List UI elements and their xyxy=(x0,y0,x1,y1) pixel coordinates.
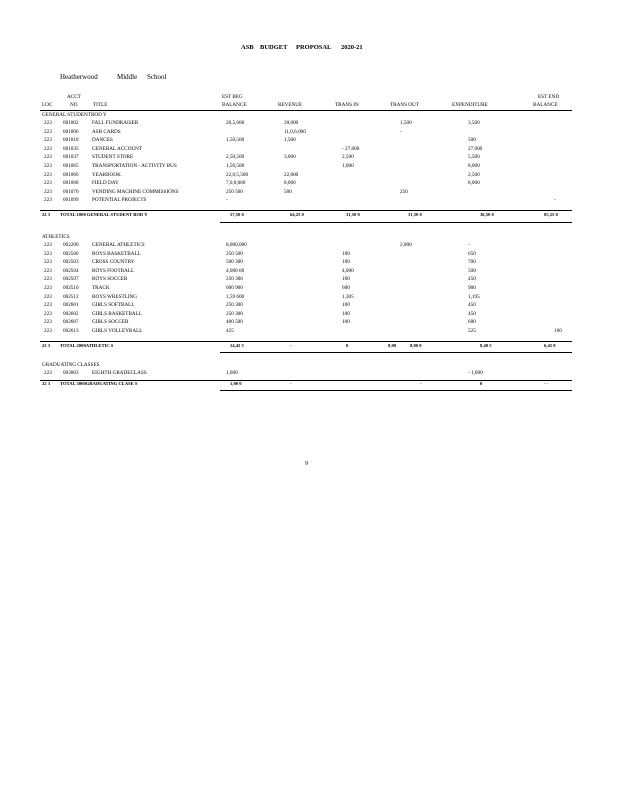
cell-title: POTENTIAL PROJECTS xyxy=(92,197,147,204)
cell-est-beg-balance: 2,50,500 xyxy=(226,154,245,161)
total-est-end-balance: 6,45 0 xyxy=(544,343,556,348)
cell-title: BOYS WRESTLING xyxy=(92,293,138,300)
cell-est-beg-balance: 400 500 xyxy=(226,319,243,326)
cell-acct-no: 002613 xyxy=(63,328,79,334)
cell-loc: 223 xyxy=(44,259,52,266)
total-trans-in: 31,50 0 xyxy=(346,212,360,217)
cell-title: DANCES xyxy=(92,137,113,144)
cell-revenue: 3,000 xyxy=(284,154,296,161)
cell-expenditure: 8,000 xyxy=(468,180,480,187)
cell-est-beg-balance: 250 500 xyxy=(226,188,243,195)
cell-est-beg-balance: 20,5,000 xyxy=(226,120,245,126)
cell-est-beg-balance: 500 300 xyxy=(226,259,243,266)
total-trans-out-2: 8,00 0 xyxy=(410,343,422,348)
cell-acct-no: 001066 xyxy=(63,171,79,178)
header-est-end: EST END xyxy=(538,94,560,100)
cell-acct-no: 001065 xyxy=(63,163,79,169)
cell-trans-out: 1,500 xyxy=(400,120,412,126)
cell-trans-in: 100 xyxy=(342,250,350,257)
cell-expenditure: 500 xyxy=(468,137,476,144)
cell-revenue: 8,000 xyxy=(284,180,296,187)
total-revenue: 64,25 0 xyxy=(290,212,304,217)
total-label: TOTAL 3000GRADUATING CLASE S xyxy=(60,381,138,386)
cell-revenue: 20,000 xyxy=(284,120,299,126)
cell-trans-in: 100 xyxy=(342,259,350,266)
total-trans-in: 0 xyxy=(346,343,349,348)
total-est-beg-balance: 57,50 0 xyxy=(230,212,244,217)
cell-title: YEARBOOK xyxy=(92,171,121,178)
title-asb: ASB xyxy=(241,44,254,51)
header-loc: LOC xyxy=(42,102,53,108)
cell-title: VENDING MACHINE COMMISSIONS xyxy=(92,188,179,195)
total-trans-out: 8,00 xyxy=(388,343,397,348)
section-athletics-title: ATHLETICS xyxy=(42,234,70,240)
cell-loc: 223 xyxy=(44,188,52,195)
cell-acct-no: 001018 xyxy=(63,137,79,144)
athletics-total-top-rule xyxy=(40,341,572,342)
cell-acct-no: 001037 xyxy=(63,154,79,161)
cell-expenditure: 700 xyxy=(468,259,476,266)
total-revenue: - xyxy=(290,343,292,348)
cell-est-beg-balance: 4,000 00 xyxy=(226,267,245,274)
cell-acct-no: 002512 xyxy=(63,293,79,300)
cell-title: CROSS COUNTRY xyxy=(92,259,135,266)
cell-title: GENERAL ATHLETICS xyxy=(92,242,145,248)
cell-expenditure: - 1,000 xyxy=(468,370,483,376)
cell-acct-no: 003003 xyxy=(63,370,79,376)
cell-expenditure: 1,195 xyxy=(468,293,480,300)
cell-expenditure: 650 xyxy=(468,250,476,257)
cell-loc: 223 xyxy=(44,250,52,257)
cell-loc: 223 xyxy=(44,197,52,204)
cell-trans-in: 4,000 xyxy=(342,267,354,274)
cell-expenditure: 27,000 xyxy=(468,145,483,152)
cell-acct-no: 001006 xyxy=(63,128,79,135)
cell-loc: 223 xyxy=(44,128,52,135)
cell-expenditure: 450 xyxy=(468,276,476,283)
cell-trans-in: 600 xyxy=(342,285,350,291)
cell-est-beg-balance: 1,50,500 xyxy=(226,137,245,144)
cell-est-beg-balance: 250 300 xyxy=(226,302,243,309)
cell-expenditure: 5,500 xyxy=(468,154,480,161)
cell-expenditure: 500 xyxy=(468,267,476,274)
header-title: TITLE xyxy=(93,102,108,108)
cell-est-end-balance: - xyxy=(554,197,556,204)
cell-est-beg-balance: 250 500 xyxy=(226,250,243,257)
cell-expenditure: 2,500 xyxy=(468,171,480,178)
cell-acct-no: 002504 xyxy=(63,267,79,274)
cell-trans-in: 1,305 xyxy=(342,293,354,300)
total-est-end-balance: - - xyxy=(544,381,549,386)
cell-trans-out: 250 xyxy=(400,188,408,195)
cell-loc: 223 xyxy=(44,137,52,144)
cell-expenditure: - xyxy=(468,242,470,248)
total-est-beg-balance: 14,42 5 xyxy=(230,343,244,348)
total-est-beg-balance: 1,00 0 xyxy=(230,381,242,386)
cell-acct-no: 002601 xyxy=(63,302,79,309)
total-expenditure: 36,50 0 xyxy=(480,212,494,217)
cell-est-beg-balance: - xyxy=(226,197,228,204)
school-word-3: School xyxy=(147,73,167,81)
cell-trans-in: 100 xyxy=(342,319,350,326)
cell-expenditure: 450 xyxy=(468,310,476,317)
total-trans-out: 31,50 0 xyxy=(408,212,422,217)
total-expenditure: 8,40 5 xyxy=(480,343,492,348)
cell-revenue: 22,000 xyxy=(284,171,299,178)
cell-title: GIRLS BASKETBALL xyxy=(92,310,143,317)
cell-title: BOYS SOCCER xyxy=(92,276,128,283)
total-expenditure: 0 xyxy=(480,381,483,386)
cell-expenditure: 900 xyxy=(468,285,476,291)
cell-acct-no: 002500 xyxy=(63,250,79,257)
cell-trans-out: 2,000 xyxy=(400,242,412,248)
cell-trans-in: - 27,000 xyxy=(342,145,360,152)
cell-trans-out: - xyxy=(400,128,402,135)
cell-loc: 223 xyxy=(44,328,52,334)
cell-title: TRACK xyxy=(92,285,110,291)
cell-revenue: 11,0,6,000 xyxy=(284,128,306,135)
cell-trans-in: 2,500 xyxy=(342,154,354,161)
title-year: 2020-21 xyxy=(341,44,363,51)
cell-est-beg-balance: 250 300 xyxy=(226,276,243,283)
cell-loc: 223 xyxy=(44,242,52,248)
header-expenditure: EXPENDITURE xyxy=(452,102,488,108)
header-balance: BALANCE xyxy=(222,102,247,108)
cell-loc: 223 xyxy=(44,163,52,169)
cell-acct-no: 002607 xyxy=(63,319,79,326)
cell-title: GIRLS SOCCER xyxy=(92,319,129,326)
header-trans-in: TRANS IN xyxy=(335,102,359,108)
header-rule xyxy=(40,110,572,111)
cell-revenue: 500 xyxy=(284,188,292,195)
cell-loc: 223 xyxy=(44,293,52,300)
cell-trans-in: 1,000 xyxy=(342,163,354,169)
cell-loc: 223 xyxy=(44,370,52,376)
header-est-beg: EST BEG xyxy=(222,94,243,100)
header-acct: ACCT xyxy=(67,94,81,100)
total-revenue: - xyxy=(290,381,292,386)
cell-trans-in: 100 xyxy=(342,302,350,309)
cell-trans-in: 100 xyxy=(342,276,350,283)
cell-est-beg-balance: 425 xyxy=(226,328,234,334)
cell-est-beg-balance: 600 900 xyxy=(226,285,243,291)
cell-est-beg-balance: 22,0,5,500 xyxy=(226,171,249,178)
cell-loc: 223 xyxy=(44,285,52,291)
cell-loc: 223 xyxy=(44,171,52,178)
cell-expenditure: 8,000 xyxy=(468,163,480,169)
cell-est-end-balance: 100 xyxy=(554,328,562,334)
cell-acct-no: 001068 xyxy=(63,180,79,187)
cell-est-beg-balance: 8,000,000 xyxy=(226,242,247,248)
cell-title: GIRLS SOFTBALL xyxy=(92,302,135,309)
cell-acct-no: 001070 xyxy=(63,188,79,195)
cell-title: BOYS FOOTBALL xyxy=(92,267,135,274)
section-graduating-title: GRADUATING CLASSES xyxy=(42,362,100,368)
cell-loc: 223 xyxy=(44,302,52,309)
cell-title: FIELD DAY xyxy=(92,180,119,187)
total-label: TOTAL 2000ATHLETIC S xyxy=(60,343,114,348)
cell-title: STUDENT STORE xyxy=(92,154,134,161)
cell-loc: 223 xyxy=(44,120,52,126)
school-word-1: Heatherwood xyxy=(60,73,98,81)
cell-title: TRANSPORTATION - ACTIVITY BUS xyxy=(92,163,177,169)
header-balance-end: BALANCE xyxy=(533,102,558,108)
athletics-total-bottom-rule xyxy=(220,352,572,353)
cell-loc: 223 xyxy=(44,154,52,161)
cell-title: EIGHTH GRADECLASS xyxy=(92,370,147,376)
title-budget: BUDGET xyxy=(260,44,288,51)
header-revenue: REVENUE xyxy=(278,102,303,108)
cell-expenditure: 525 xyxy=(468,328,476,334)
cell-title: GENERAL ACCOUNT xyxy=(92,145,143,152)
cell-acct-no: 001099 xyxy=(63,197,79,204)
general-total-top-rule xyxy=(40,210,572,211)
total-loc: 22 3 xyxy=(42,343,51,348)
cell-title: ASB CARDS xyxy=(92,128,121,135)
cell-est-beg-balance: 7,0,0,000 xyxy=(226,180,246,187)
cell-acct-no: 002503 xyxy=(63,259,79,266)
cell-loc: 223 xyxy=(44,310,52,317)
cell-expenditure: 600 xyxy=(468,319,476,326)
cell-est-beg-balance: 1,50,500 xyxy=(226,163,245,169)
cell-est-beg-balance: 1,59 600 xyxy=(226,293,245,300)
section-general-title: GENERAL STUDENTBOD Y xyxy=(42,112,107,118)
total-est-end-balance: 85,25 0 xyxy=(544,212,558,217)
cell-expenditure: 450 xyxy=(468,302,476,309)
cell-loc: 223 xyxy=(44,180,52,187)
total-loc: 22 3 xyxy=(42,212,51,217)
cell-acct-no: 001002 xyxy=(63,120,79,126)
cell-loc: 223 xyxy=(44,145,52,152)
general-total-bottom-rule xyxy=(220,222,572,223)
cell-acct-no: 001035 xyxy=(63,145,79,152)
cell-acct-no: 002602 xyxy=(63,310,79,317)
cell-acct-no: 002507 xyxy=(63,276,79,283)
cell-loc: 223 xyxy=(44,319,52,326)
header-no: NO xyxy=(70,102,78,108)
cell-revenue: 1,500 xyxy=(284,137,296,144)
cell-trans-in: 100 xyxy=(342,310,350,317)
cell-loc: 223 xyxy=(44,267,52,274)
cell-loc: 223 xyxy=(44,276,52,283)
title-proposal: PROPOSAL xyxy=(296,44,332,51)
header-trans-out: TRANS OUT xyxy=(390,102,419,108)
graduating-total-bottom-rule xyxy=(220,390,572,391)
cell-est-beg-balance: 250 300 xyxy=(226,310,243,317)
cell-acct-no: 002510 xyxy=(63,285,79,291)
cell-title: FALL FUNDRAISER xyxy=(92,120,139,126)
cell-title: BOYS BASKETBALL xyxy=(92,250,141,257)
cell-title: GIRLS VOLLEYBALL xyxy=(92,328,143,334)
school-word-2: Middle xyxy=(117,73,138,81)
cell-acct-no: 002200 xyxy=(63,242,79,248)
total-label: TOTAL 1000 GENERAL STUDENT BOD Y xyxy=(60,212,148,217)
total-loc: 22 3 xyxy=(42,381,51,386)
cell-est-beg-balance: 1,000 xyxy=(226,370,238,376)
page-number: 9 xyxy=(305,461,308,467)
cell-expenditure: 3,500 xyxy=(468,120,480,126)
total-trans-out: - xyxy=(420,381,422,386)
